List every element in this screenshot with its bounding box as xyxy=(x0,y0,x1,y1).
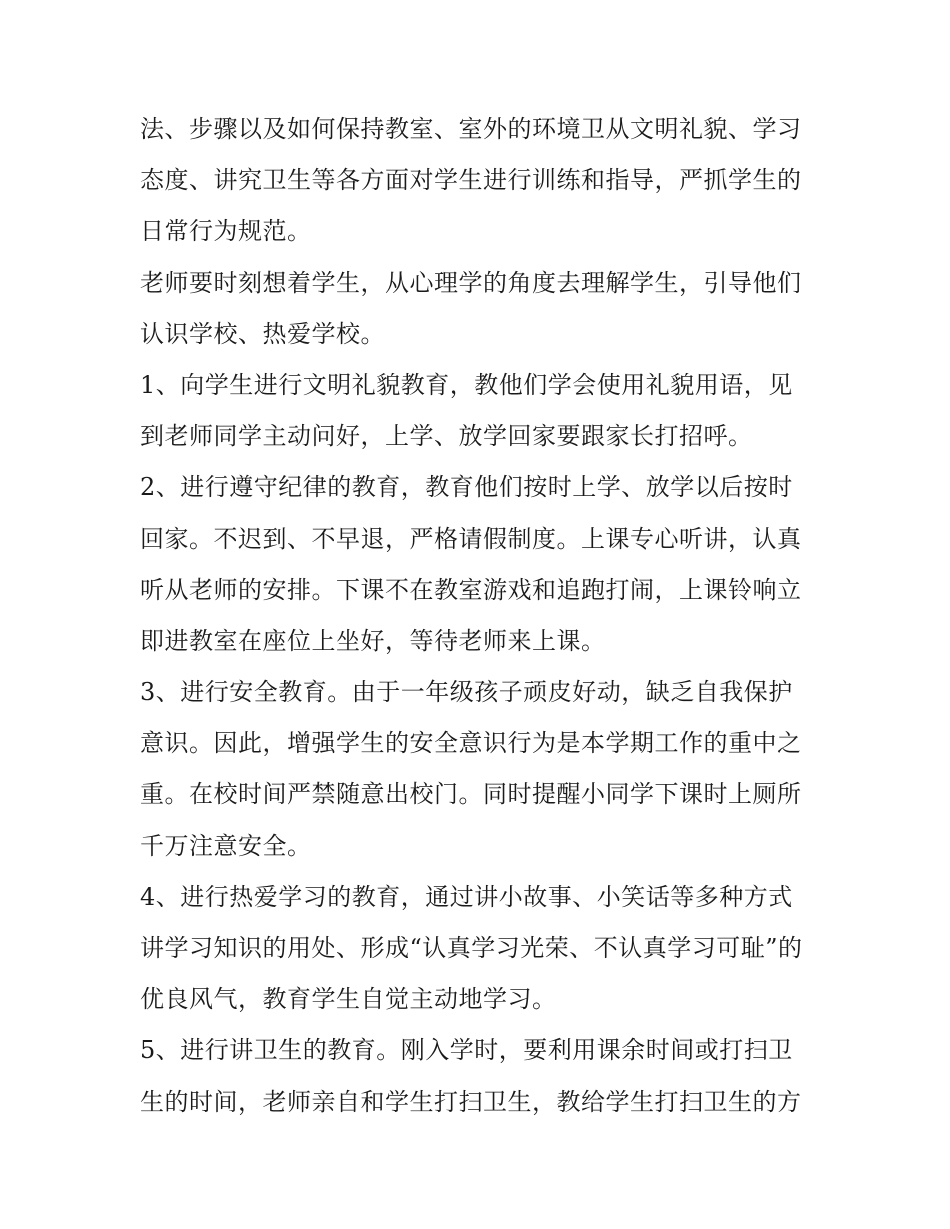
text-line: 到老师同学主动问好，上学、放学回家要跟家长打招呼。 xyxy=(140,422,753,451)
text-line: 5、进行讲卫生的教育。刚入学时，要利用课余时间或打扫卫 xyxy=(140,1036,793,1065)
text-line: 优良风气，教育学生自觉主动地学习。 xyxy=(140,985,557,1014)
text-line: 意识。因此，增强学生的安全意识行为是本学期工作的重中之 xyxy=(140,729,802,758)
text-line: 回家。不迟到、不早退，严格请假制度。上课专心听讲，认真 xyxy=(140,524,802,553)
text-line: 即进教室在座位上坐好，等待老师来上课。 xyxy=(140,626,606,655)
text-line: 态度、讲究卫生等各方面对学生进行训练和指导，严抓学生的 xyxy=(140,166,802,195)
text-line: 认识学校、热爱学校。 xyxy=(140,319,385,348)
text-line: 重。在校时间严禁随意出校门。同时提醒小同学下课时上厕所 xyxy=(140,780,802,809)
text-line: 1、向学生进行文明礼貌教育，教他们学会使用礼貌用语，见 xyxy=(140,370,793,399)
text-line: 法、步骤以及如何保持教室、室外的环境卫从文明礼貌、学习 xyxy=(140,115,802,143)
text-line: 4、进行热爱学习的教育，通过讲小故事、小笑话等多种方式 xyxy=(140,882,793,911)
text-line: 日常行为规范。 xyxy=(140,217,312,246)
text-line: 千万注意安全。 xyxy=(140,831,312,860)
text-line: 2、进行遵守纪律的教育，教育他们按时上学、放学以后按时 xyxy=(140,473,793,502)
text-line: 生的时间，老师亲自和学生打扫卫生，教给学生打扫卫生的方 xyxy=(140,1087,802,1116)
text-line: 听从老师的安排。下课不在教室游戏和追跑打闹，上课铃响立 xyxy=(140,575,802,604)
text-line: 3、进行安全教育。由于一年级孩子顽皮好动，缺乏自我保护 xyxy=(140,678,793,707)
text-line: 老师要时刻想着学生，从心理学的角度去理解学生，引导他们 xyxy=(140,268,802,297)
text-line: 讲学习知识的用处、形成“认真学习光荣、不认真学习可耻”的 xyxy=(140,934,803,962)
document-body xyxy=(140,104,820,1128)
